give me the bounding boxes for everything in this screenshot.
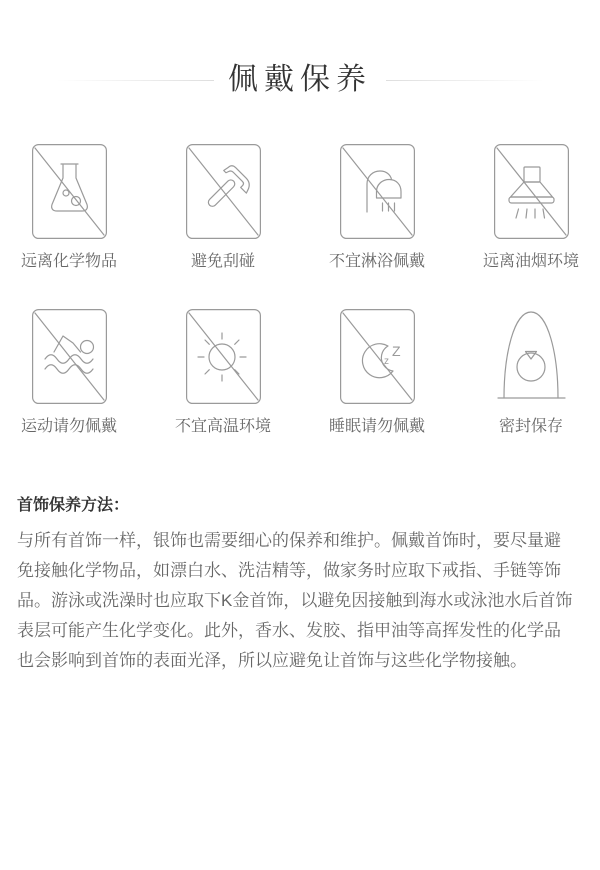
care-item-label: 睡眠请勿佩戴	[328, 418, 425, 435]
care-icon-grid	[0, 144, 600, 437]
care-item-no-fumes	[454, 144, 600, 272]
care-item-no-heat	[146, 309, 300, 437]
no-sleep-moon-icon	[340, 309, 415, 404]
care-item-label: 不宜淋浴佩戴	[328, 253, 425, 270]
title-divider-right	[386, 80, 544, 81]
care-item-label: 远离油烟环境	[482, 253, 579, 270]
moon-z-small: z	[383, 356, 389, 367]
care-item-no-shower	[300, 144, 454, 272]
page-title: 佩戴保养	[228, 63, 372, 96]
no-hammer-scratch-icon	[186, 144, 261, 239]
no-shower-icon	[340, 144, 415, 239]
care-item-no-chemicals	[0, 144, 146, 272]
care-item-label: 避免刮碰	[190, 253, 255, 270]
title-divider-left	[56, 80, 214, 81]
care-item-label: 密封保存	[498, 418, 563, 435]
no-swimming-sport-icon	[32, 309, 107, 404]
care-item-label: 远离化学物品	[20, 253, 117, 270]
care-item-no-sleep	[300, 309, 454, 437]
care-instructions-heading: 首饰保养方法：	[17, 497, 130, 514]
section-header	[0, 60, 600, 100]
moon-z-large: Z	[391, 343, 401, 359]
care-instructions-section	[17, 495, 573, 676]
care-item-no-sports	[0, 309, 146, 437]
care-item-sealed-storage	[454, 309, 600, 437]
no-range-hood-icon	[494, 144, 569, 239]
care-item-no-scratching	[146, 144, 300, 272]
care-instructions-body: 与所有首饰一样，银饰也需要细心的保养和维护。佩戴首饰时，要尽量避免接触化学物品，如漂白水、洗洁精等，做家务时应取下戒指、手链等饰品。游泳或洗澡时也应取下K金首饰，以避免因接触到海水或泳池水后首饰表层可能产生化学变化。此外，香水、发胶、指甲油等高挥发性的化学品也会影响到首饰的表面光泽，所以应避免让首饰与这些化学物接触。	[17, 531, 573, 670]
care-item-label: 不宜高温环境	[174, 418, 271, 435]
sealed-storage-icon	[494, 309, 569, 404]
care-item-label: 运动请勿佩戴	[20, 418, 117, 435]
no-sun-heat-icon	[186, 309, 261, 404]
no-chemicals-flask-icon	[32, 144, 107, 239]
